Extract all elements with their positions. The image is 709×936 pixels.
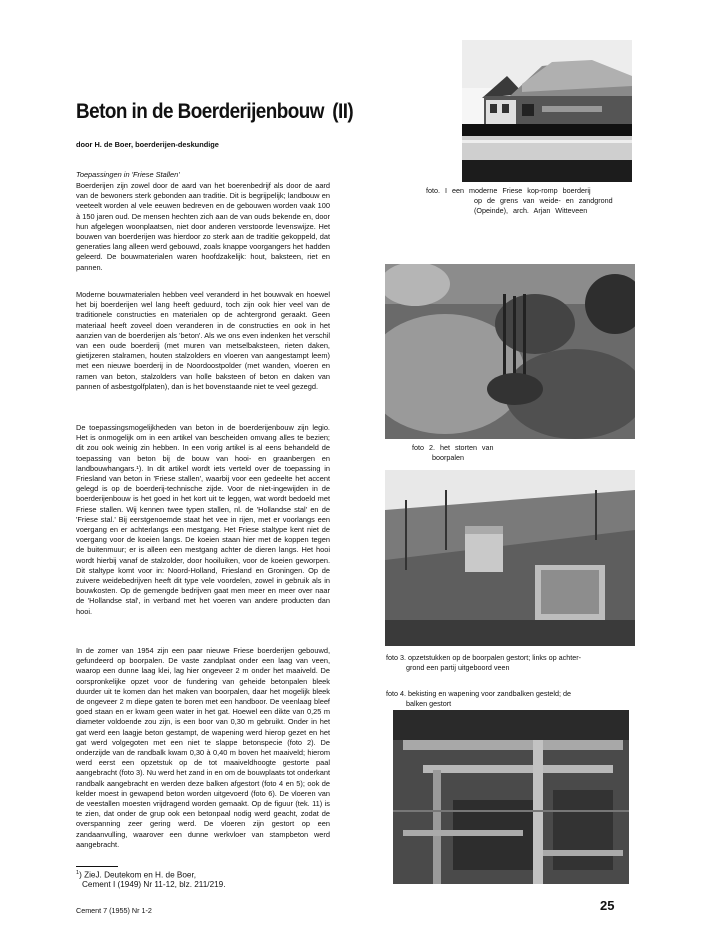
caption-foto-4 <box>386 689 636 709</box>
caption-line: foto 4. bekisting en wapening voor zandbalken gesteld; de <box>386 689 572 698</box>
paragraph-text: Boerderijen zijn zowel door de aard van het boerenbedrijf als door de aard van de bewoners sterk gebonden aan traditie. Dit is begrijpelijk; landbouw en veeteelt worden al vele eeuwen bedreven en de gebouwen worden vaak 100 à 150 jaren oud. De mensen hechten zich aan de van ouds bekende en, door hun afgelegen woonplaatsen, niet door anderen verstoorde levenswijze. Het bouwen van boerderijen was hierdoor zo sterk aan de traditie gekoppeld, dat generaties lang alleen werd gebouwd, zoals knappe voorgangers het hadden geleerd. De bouwmaterialen waren hoofdzakelijk: hout, baksteen, riet en pannen. <box>76 181 330 272</box>
article-title-number: (II) <box>332 100 354 123</box>
paragraph-text: De toepassingsmogelijkheden van beton in de boerderijenbouw zijn legio. Het is onmogelijk om in een artikel van bescheiden omvang alles te bezien; dit zou ook weinig zin hebben. In een vorig artikel is al eens behandeld de toepassing van beton bij de bouw van hooi- en graanbergen en landbouwhangars.¹). In dit artikel wordt iets verteld over de toepassing in Friesland van beton in 'Friese stallen', waarbij voor een gedeelte het accent gelegd is op de boerderij-technische zijde. Voor de niet-ingewijden in de boerderijenbouw is het goed in het kort uit te leggen, wat wordt bedoeld met Friese stallen. Wij kennen twee typen stallen, nl. de 'Hollandse stal' en de 'Friese stal.' Bij eerstgenoemde staat het vee in rijen, met er voorlangs een voergang en er achterlangs een mestgang. Het Friese staltype kent niet de voergang voor de koeien langs. De koeien staan hier met de koppen tegen de buitenmuur; er is alleen een mestgang achter de dieren langs. Het hooi wordt hierbij vanaf de stalzolder, door hooiluiken, voor de koeien geworpen. Dit staltype komt voor in: Noord-Holland, Friesland en Groningen. Op de zuivere weidebedrijven heeft dit type vele voordelen, zowel in gebruik als in bouwkosten. Op de gemengde bedrijven gaat men meer en meer over naar de 'Hollandse stal', in verband met het voeren van andere producten dan hooi. <box>76 423 330 616</box>
journal-reference: Cement 7 (1955) Nr 1-2 <box>76 906 152 915</box>
caption-line: foto 3. opzetstukken op de boorpalen gestort; links op achter- <box>386 653 581 662</box>
footnote-line-2: Cement I (1949) Nr 11-12, blz. 211/219. <box>82 880 226 890</box>
caption-line: balken gestort <box>406 699 452 708</box>
photo-1-farmhouse <box>462 40 632 182</box>
photo-3-pile-heads <box>385 470 635 646</box>
caption-foto-2 <box>412 443 542 463</box>
section-heading: Toepassingen in 'Friese Stallen' <box>76 170 180 179</box>
caption-line: foto. I een moderne Friese kop-romp boerderij <box>426 186 591 195</box>
caption-foto-3 <box>386 653 636 673</box>
caption-line: grond een partij uitgeboord veen <box>406 663 510 672</box>
body-paragraph-4 <box>76 646 330 850</box>
body-paragraph-3 <box>76 423 330 617</box>
page-number: 25 <box>600 898 615 913</box>
article-title-text: Beton in de Boerderijenbouw <box>76 100 324 123</box>
photo-4-formwork <box>393 710 629 884</box>
caption-line: (Opeinde), arch. Arjan Witteveen <box>474 206 588 215</box>
paragraph-text: Moderne bouwmaterialen hebben veel veranderd in het bouwvak en hoewel het bij boerderijen wel lang heeft geduurd, toch zijn ook hier veel van de traditionele constructies en materialen op de achtergrond geraakt. Geen materiaal heeft zoveel doen veranderen in de constructies en ook in het aanzien van de boerderijen als 'beton'. Als we ons even indenken het verschil van een oude boerderij (met muren van metselbaksteen, rieten daken, gietijzeren stalramen, houten stalzolders en vloeren van aangestampt leem) met een nieuwe boerderij in de Noordoostpolder (met wanden, vloeren en ramen van beton, stalzolders van holle baksteen of beton en daken van pannen of asbestgolfplaten), dan is het bovenstaande niet te veel gezegd. <box>76 290 330 391</box>
article-title <box>76 100 353 124</box>
caption-line: boorpalen <box>432 453 464 462</box>
byline: door H. de Boer, boerderijen-deskundige <box>76 140 219 149</box>
footnote <box>76 869 226 890</box>
footnote-marker: 1 <box>76 870 80 876</box>
caption-foto-1 <box>426 186 636 216</box>
photo-2-pouring-piles <box>385 264 635 439</box>
caption-line: op de grens van weide- en zandgrond <box>474 196 613 205</box>
footnote-rule <box>76 866 118 867</box>
paragraph-text: In de zomer van 1954 zijn een paar nieuwe Friese boerderijen gebouwd, gefundeerd op boorpalen. De vaste zandplaat onder een laag van veen, waarop een dunne laag klei, lag hier ongeveer 2 m onder het maaiveld. De oorspronkelijke opzet voor de fundering van geheide betonpalen bleek duurder uit te komen dan het maken van boorpalen, daar het mogelijk bleek de ongeveer 2 m diepe gaten te boren met een handboor. De veenlaag bleef goed staan en er kwam geen water in het gat. Hoewel een dikte van 0,25 m diameter voldoende zou zijn, is een boor van 0,30 m gebruikt. Onder in het gat werd een laagje beton gestampt, de wapening werd hierop gezet en het gat werd volgegoten met een niet te slappe betonspecie (foto 2). De onderzijde van de randbalk kwam 0,30 à 0,40 m boven het maaiveld; hierom werd eerst een opzetstuk op de tot maaiveldhoogte gestorte paal aangebracht (foto 3). Nu werd het zand in en om de bouwplaats tot onderkant randbalk aangebracht en werden deze balken afgestort (foto 4 en 5); ook de kelder moest in gewapend beton worden uitgevoerd (foto 6). De vloeren van de veestallen moesten vrijdragend worden gemaakt. Op de figuur (tek. 11) is te zien, dat onder de grup ook een betonpaal nodig werd geacht, zodat de overspanning zeer gering werd. De vloeren zijn gestort op een zandaanvulling, waarover een dunne werkvloer van stampbeton werd aangebracht. <box>76 646 330 849</box>
body-paragraph-2 <box>76 290 330 392</box>
footnote-line-1: ) ZieJ. Deutekom en H. de Boer, <box>79 870 197 880</box>
body-paragraph-1 <box>76 181 330 273</box>
caption-line: foto 2. het storten van <box>412 443 494 452</box>
